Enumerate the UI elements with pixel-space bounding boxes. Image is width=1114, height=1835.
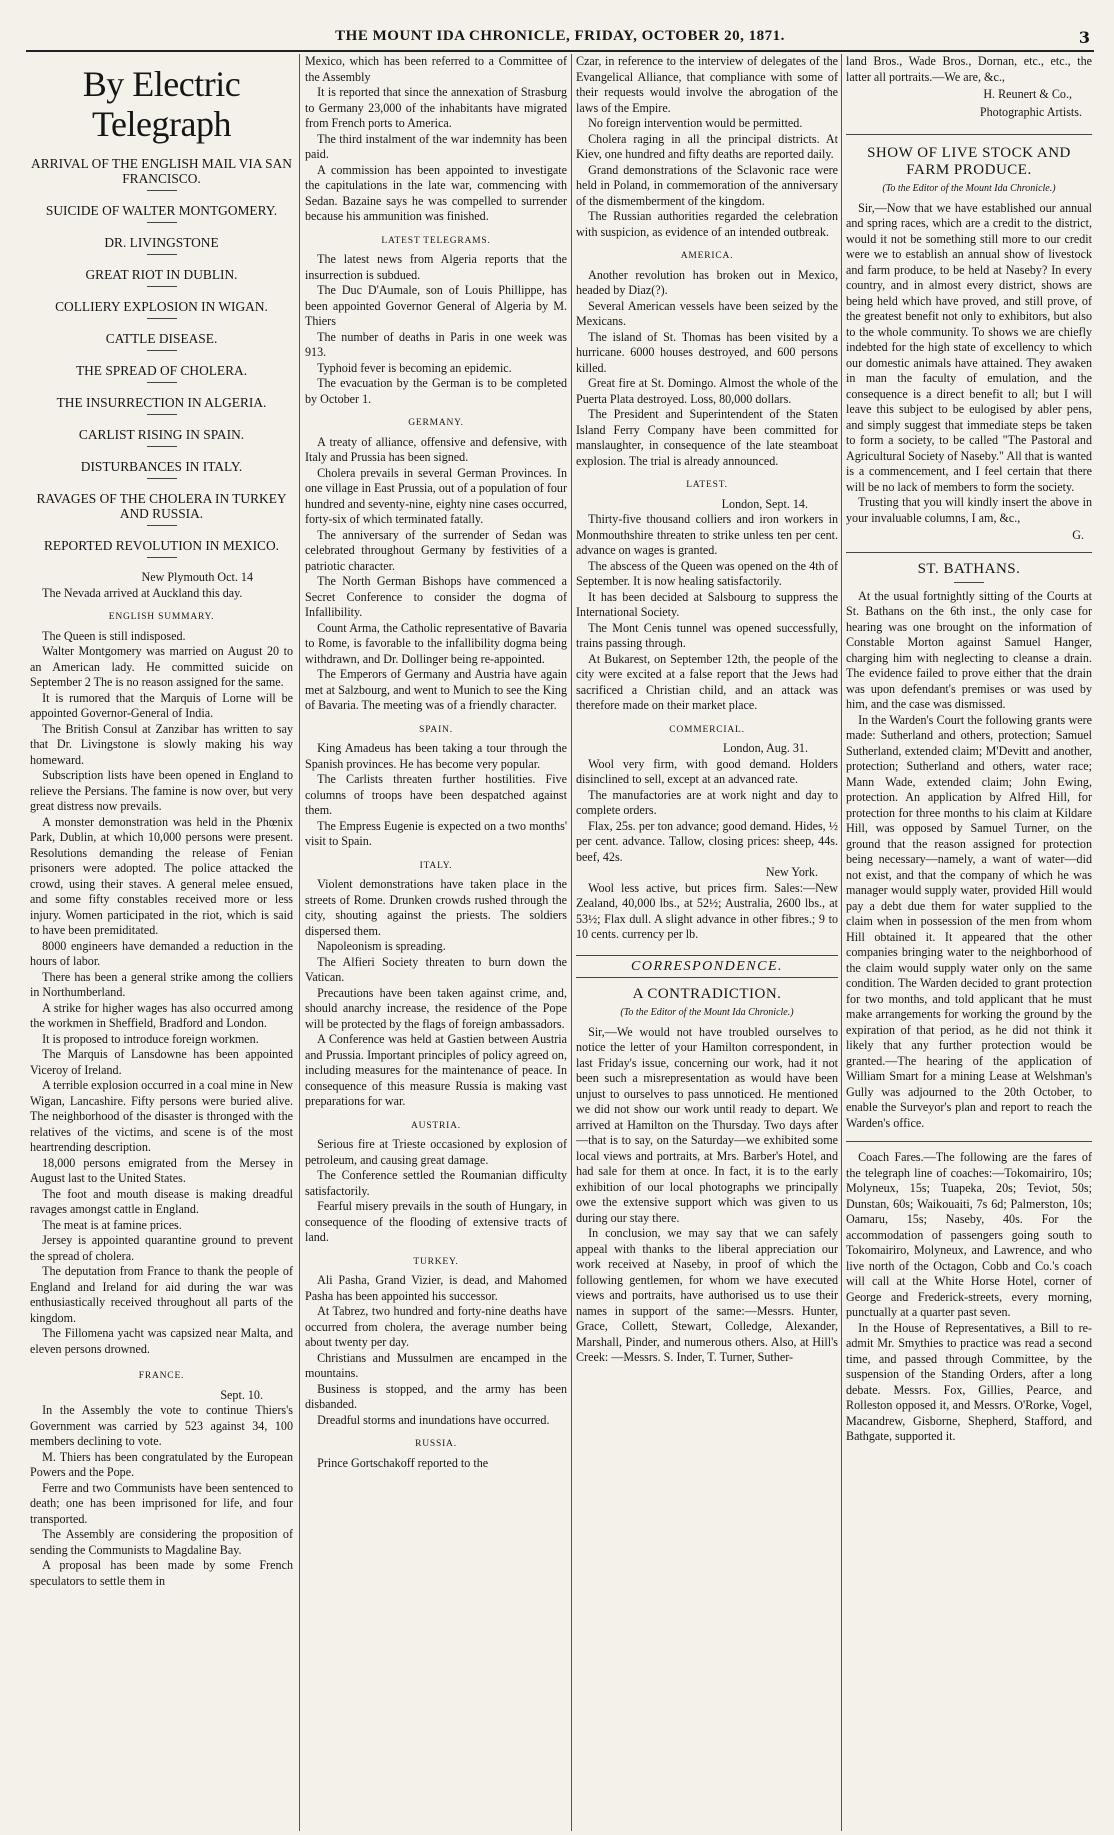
dateline: Sept. 10.: [220, 1387, 263, 1402]
paragraph: Flax, 25s. per ton advance; good demand. Hides, ½ per cent. advance. Tallow, closing prices: sheep, 44s. beef, 42s.: [576, 818, 838, 864]
headline: SUICIDE OF WALTER MONTGOMERY.: [45, 203, 278, 218]
paragraph: The Assembly are considering the proposition of sending the Communists to Magdaline Bay.: [30, 1527, 293, 1557]
paragraph: Wool less active, but prices firm. Sales:—New Zealand, 40,000 lbs., at 52½; Australia, 2600 lbs., at 53½; Flax dull. A slight advance in other fibres.; 9 to 10 cents. currency per lb.: [576, 880, 838, 941]
paragraph: The island of St. Thomas has been visited by a hurricane. 6000 houses destroyed, and 600 persons killed.: [576, 329, 838, 375]
section-heading: LATEST.: [686, 480, 728, 490]
masthead: [26, 6, 1094, 52]
article-heading: A CONTRADICTION.: [632, 986, 782, 1002]
headline: RAVAGES OF THE CHOLERA IN TURKEY AND RUSSIA.: [36, 491, 287, 521]
paragraph: The Empress Eugenie is expected on a two months' visit to Spain.: [305, 818, 567, 848]
headline: COLLIERY EXPLOSION IN WIGAN.: [55, 299, 268, 314]
paragraph: Serious fire at Trieste occasioned by explosion of petroleum, and causing great damage.: [305, 1137, 567, 1167]
editor-note: (To the Editor of the Mount Ida Chronicle.): [882, 183, 1056, 194]
paragraph: Coach Fares.—The following are the fares of the telegraph line of coaches:—Tokomairiro, 10s; Molyneux, 15s; Tuapeka, 20s; Teviot, 50s; Dunstan, 60s; Waikouaiti, 7s 6d; Palmerston, 10s; Oamaru, 15s; Naseby, 40s. For the accommodation of passengers going south to Tokomairiro, Molyneux, and Lawrence, and who live north of the Octagon, Cobb and Co.'s coach will call at the White Horse Hotel, corner of George and Frederick-streets, every morning, punctually at a quarter past seven.: [846, 1150, 1092, 1319]
paragraph: Napoleonism is spreading.: [317, 939, 446, 953]
paragraph: Sir,—Now that we have established our annual and spring races, which are a credit to the district, would it not be something still more to our credit were we to establish an annual show of livestock and farm produce, to be held at Naseby? In every country, and in almost every district, shows are being held which have proved, and still prove, of the greatest benefit not only to exhibitors, but also to the whole community. To shows we are chiefly indebted for the high state of excellency to which our domestic animals have attained. They awaken in man the faculty of emulation, and the consequence is a direct benefit to all; but I will leave this subject to be eulogised by abler pens, and simply suggest that immediate steps be taken to form a society, to be called "The Pastoral and Agricultural Society of Naseby." All that is wanted is a commencement, and I feel certain that there will be no lack of members to form the society.: [846, 200, 1092, 494]
headline: DR. LIVINGSTONE: [104, 235, 219, 250]
column-4: [846, 54, 1092, 1835]
column-1: [30, 54, 293, 1835]
paragraph: The evacuation by the German is to be completed by October 1.: [305, 376, 567, 406]
paragraph: The North German Bishops have commenced a Secret Conference to consider the dogma of Infallibility.: [305, 574, 567, 619]
paragraph: 18,000 persons emigrated from the Mersey in August last to the United States.: [30, 1155, 293, 1185]
paragraph: The Queen is still indisposed.: [42, 628, 186, 643]
paragraph: Czar, in reference to the interview of delegates of the Evangelical Alliance, that compliance with some of their requests would involve the abrogation of the laws of the Empire.: [576, 54, 838, 115]
paragraph: In conclusion, we may say that we can safely appeal with thanks to the liberal appreciation our work received at Naseby, in proof of which the following gentlemen, for whom we have executed views and portraits, have authorised us to use their names in support of the same:—Messrs. Hunter, Grace, Collett, Stewart, Colledge, Alexander, Marshall, Pinder, and numerous others. Also, at Hill's Creek: —Messrs. S. Inder, T. Turner, Suther-: [576, 1226, 838, 1364]
paragraph: Sir,—We would not have troubled ourselves to notice the letter of your Hamilton correspondent, in last Friday's issue, concerning our work, had it not been such a misrepresentation as would have been unjust to ourselves to pass unnoticed. He mentioned we did not show our work until ready to depart. We arrived at Hamilton on the Thursday. Two days after—that is to say, on the Saturday—we exhibited some local views and portraits, at Mrs. Barber's Hotel, and had sale for them at once. In fact, it is to the early exhibition of our local photographs we principally owe the extensive support which was given to us during our stay there.: [576, 1024, 838, 1225]
paragraph: At Bukarest, on September 12th, the people of the city were excited at a false report that the Jews had sacrificed a Christian child, and an attack was therefore made on their market place.: [576, 651, 838, 712]
section-heading: TURKEY.: [413, 1256, 459, 1267]
article-heading: SHOW OF LIVE STOCK AND FARM PRODUCE.: [846, 134, 1092, 179]
paragraph: The Conference settled the Roumanian difficulty satisfactorily.: [305, 1168, 567, 1198]
signature: H. Reunert & Co.,: [983, 87, 1072, 101]
paragraph: A terrible explosion occurred in a coal mine in New Wigan, Lancashire. Fifty persons were buried alive. The neighborhood of the disaster is thronged with the relatives of the victims, and scene is of the most heartrending description.: [30, 1078, 293, 1154]
section-heading: COMMERCIAL.: [669, 724, 745, 735]
headline: ARRIVAL OF THE ENGLISH MAIL VIA SAN FRANCISCO.: [31, 156, 292, 186]
paragraph: Jersey is appointed quarantine ground to prevent the spread of cholera.: [30, 1233, 293, 1263]
paragraph: The Fillomena yacht was capsized near Malta, and eleven persons drowned.: [30, 1326, 293, 1356]
article-heading: ST. BATHANS.: [846, 552, 1092, 578]
paragraph: The foot and mouth disease is making dreadful ravages amongst cattle in England.: [30, 1186, 293, 1216]
column-2: [305, 54, 567, 1835]
paragraph: In the Warden's Court the following grants were made: Sutherland and others, protection; Samuel Sutherland, extended claim; M'Devitt and another, protection; Sutherland and others, water race; Mann Wade, extended claim; John Ewing, protection. An application by Alfred Hill, for protection for three months to his claim at Kildare Hill, was opposed by Samuel Turner, on the ground that the reason assigned for protection being necessary—namely, a want of water—did not exist, and that the company of which he was manager would supply water, provided Hill would pay a debt due them for water supplied to the claim when in possession of the men from whom Hill obtained it. It appeared that the other companies bringing water to the neighborhood of the claim would supply water only on the same condition. The Warden decided to grant protection for two months, and told applicant that he must make arrangements for working the ground by the expiration of that period, as he did not think it likely that any further protection would be granted.—The hearing of the application of William Smart for a mining Lease at Welshman's Gully was adjourned to the 20th October, to enable the Surveyor's plan and report to reach the Warden's office.: [846, 712, 1092, 1130]
paragraph: The Nevada arrived at Auckland this day.: [42, 585, 243, 600]
paragraph: A monster demonstration was held in the Phœnix Park, Dublin, at which 10,000 persons were present. Resolutions demanding the release of Fenian prisoners were adopted. The police attacked the crowd, using their staves. A general melee ensued, and some fifty constables received more or less injury. Women participated in the riot, which is said to have been premiditated.: [30, 814, 293, 937]
section-title: By Electric Telegraph: [82, 64, 241, 144]
paragraph: The Alfieri Society threaten to burn down the Vatican.: [305, 954, 567, 984]
paragraph: The Russian authorities regarded the celebration with suspicion, as evidence of an intended outbreak.: [576, 209, 838, 239]
paragraph: Cholera raging in all the principal districts. At Kiev, one hundred and fifty deaths are reported daily.: [576, 131, 838, 161]
signature-title: Photographic Artists.: [979, 104, 1082, 119]
section-heading: AMERICA.: [680, 251, 734, 261]
paragraph: It is rumored that the Marquis of Lorne will be appointed Governor-General of India.: [30, 690, 293, 720]
paragraph: Another revolution has broken out in Mexico, headed by Diaz(?).: [576, 267, 838, 297]
paragraph: Fearful misery prevails in the south of Hungary, in consequence of the flooding of extensive tracts of land.: [305, 1199, 567, 1244]
paragraph: Thirty-five thousand colliers and iron workers in Monmouthshire threaten to strike unless ten per cent. advance on wages is granted.: [576, 512, 838, 557]
paragraph: Violent demonstrations have taken place in the streets of Rome. Drunken crowds rushed through the city, shouting against the priests. The soldiers dispersed them.: [305, 877, 567, 938]
signature: G.: [1072, 528, 1084, 542]
headline: REPORTED REVOLUTION IN MEXICO.: [43, 538, 279, 553]
paragraph: There has been a general strike among the colliers in Northumberland.: [30, 969, 293, 999]
dateline: New Plymouth Oct. 14: [141, 570, 253, 584]
section-heading: GERMANY.: [408, 418, 464, 428]
paragraph: The British Consul at Zanzibar has written to say that Dr. Livingstone is slowly making his way homeward.: [30, 721, 293, 767]
paragraph: Ferre and two Communists have been sentenced to death; one has been imprisoned for life, and four transported.: [30, 1480, 293, 1526]
paragraph: The manufactories are at work night and day to complete orders.: [576, 787, 838, 817]
editor-note: (To the Editor of the Mount Ida Chronicle.): [620, 1007, 794, 1018]
paragraph: Precautions have been taken against crime, and, should anarchy increase, the residence of the Pope will be protected by the flags of foreign ambassadors.: [305, 985, 567, 1031]
paragraph: Walter Montgomery was married on August 20 to an American lady. He committed suicide on September 2 The is no reason assigned for the same.: [30, 644, 293, 689]
paragraph: The number of deaths in Paris in one week was 913.: [305, 329, 567, 359]
paragraph: Cholera prevails in several German Provinces. In one village in East Prussia, out of a population of four hundred and seventy-nine, eighty nine cases occurred, forty-six of which terminated fatally.: [305, 465, 567, 526]
paragraph: Trusting that you will kindly insert the above in your invaluable columns, I am, &c.,: [846, 495, 1092, 525]
section-heading: ITALY.: [419, 860, 453, 871]
paragraph: A commission has been appointed to investigate the capitulations in the late war, commencing with Sedan. Bazaine says he was compelled to surrender because his ammunition was finished.: [305, 162, 567, 223]
paragraph: Several American vessels have been seized by the Mexicans.: [576, 298, 838, 328]
paragraph: In the Assembly the vote to continue Thiers's Government was carried by 523 against 34, 100 members declining to vote.: [30, 1403, 293, 1448]
paragraph: The anniversary of the surrender of Sedan was celebrated throughout Germany by festivities of a patriotic character.: [305, 527, 567, 573]
paragraph: Count Arma, the Catholic representative of Bavaria to Rome, is favorable to the infallibility dogma being withdrawn, and Dr. Dollinger being re-appointed.: [305, 620, 567, 666]
headline: DISTURBANCES IN ITALY.: [80, 459, 243, 474]
paragraph: At Tabrez, two hundred and forty-nine deaths have occurred from cholera, the average number being about twenty per day.: [305, 1304, 567, 1349]
headline: THE INSURRECTION IN ALGERIA.: [56, 395, 267, 410]
paragraph: A strike for higher wages has also occurred among the workmen in Sheffield, Bradford and London.: [30, 1000, 293, 1030]
paragraph: A Conference was held at Gastien between Austria and Prussia. Important principles of policy agreed on, including measures for the maintenance of peace. In consequence of this measure Russia is making vast preparations for war.: [305, 1032, 567, 1108]
column-rule: [571, 54, 572, 1831]
paragraph: The Duc D'Aumale, son of Louis Phillippe, has been appointed Governor General of Algeria by M. Thiers: [305, 283, 567, 328]
paragraph: The third instalment of the war indemnity has been paid.: [305, 131, 567, 161]
paragraph: 8000 engineers have demanded a reduction in the hours of labor.: [30, 938, 293, 968]
dateline: New York.: [765, 865, 818, 879]
headline: THE SPREAD OF CHOLERA.: [75, 363, 248, 378]
paragraph: In the House of Representatives, a Bill to re-admit Mr. Smythies to practice was read a second time, and passed through Committee, by the suspension of the Standing Orders, after a long debate. Messrs. Fox, Gillies, Pearce, and Rolleston opposed it, and Messrs. O'Rorke, Vogel, Macandrew, Gisborne, Shepherd, Stafford, and Bathgate, supported it.: [846, 1320, 1092, 1443]
paragraph: No foreign intervention would be permitted.: [588, 116, 803, 130]
paragraph: The President and Superintendent of the Staten Island Ferry Company have been committed for manslaughter, in consequence of the late steamboat explosion. The trial is already announced.: [576, 407, 838, 468]
paragraph: M. Thiers has been congratulated by the European Powers and the Pope.: [30, 1449, 293, 1479]
paragraph: Ali Pasha, Grand Vizier, is dead, and Mahomed Pasha has been appointed his successor.: [305, 1273, 567, 1303]
paragraph: Great fire at St. Domingo. Almost the whole of the Puerta Plata destroyed. Loss, 80,000 dollars.: [576, 376, 838, 406]
paragraph: It is proposed to introduce foreign workmen.: [42, 1031, 259, 1046]
paragraph: A treaty of alliance, offensive and defensive, with Italy and Prussia has been signed.: [305, 434, 567, 464]
paragraph: The deputation from France to thank the people of England and Ireland for aid during the war was enthusiastically received throughout all parts of the kingdom.: [30, 1264, 293, 1325]
paragraph: Prince Gortschakoff reported to the: [317, 1455, 489, 1470]
paragraph: It has been decided at Salsbourg to suppress the International Society.: [576, 589, 838, 619]
section-title: CORRESPONDENCE.: [576, 955, 838, 979]
dateline: London, Aug. 31.: [723, 741, 808, 755]
paragraph: The Mont Cenis tunnel was opened successfully, trains passing through.: [576, 620, 838, 650]
masthead-title: THE MOUNT IDA CHRONICLE, FRIDAY, OCTOBER 20, 1871.: [335, 28, 785, 44]
dateline: London, Sept. 14.: [721, 496, 808, 511]
paragraph: Wool very firm, with good demand. Holders disinclined to sell, except at an advanced rate.: [576, 756, 838, 786]
section-heading: LATEST TELEGRAMS.: [381, 235, 491, 246]
paragraph: Grand demonstrations of the Sclavonic race were held in Poland, in commemoration of the anniversary of the dismemberment of the kingdom.: [576, 162, 838, 208]
paragraph: land Bros., Wade Bros., Dornan, etc., etc., the latter all portraits.—We are, &c.,: [846, 54, 1092, 84]
paragraph: Dreadful storms and inundations have occurred.: [317, 1412, 550, 1427]
headline: CATTLE DISEASE.: [105, 331, 218, 346]
column-rule: [299, 54, 300, 1831]
column-rule: [841, 54, 842, 1831]
paragraph: The abscess of the Queen was opened on the 4th of September. It is now healing satisfactorily.: [576, 558, 838, 588]
column-3: [576, 54, 838, 1835]
paragraph: A proposal has been made by some French speculators to settle them in: [30, 1558, 293, 1588]
paragraph: Christians and Mussulmen are encamped in the mountains.: [305, 1350, 567, 1380]
headline: CARLIST RISING IN SPAIN.: [78, 427, 245, 442]
paragraph: The Emperors of Germany and Austria have again met at Salzbourg, and went to Munich to see the King of Bavaria. The meeting was of a friendly character.: [305, 667, 567, 712]
paragraph: Business is stopped, and the army has been disbanded.: [305, 1381, 567, 1411]
page-number: 3: [1078, 28, 1090, 47]
paragraph: At the usual fortnightly sitting of the Courts at St. Bathans on the 6th inst., the only case for hearing was one brought on the information of Constable Morton against Samuel Hanger, charging him with neglecting to cleanse a drain. The evidence failed to prove either that the drain was upon defendant's premises or was used by him, and the case was dismissed.: [846, 588, 1092, 711]
headline: GREAT RIOT IN DUBLIN.: [85, 267, 238, 282]
paragraph: The Marquis of Lansdowne has been appointed Viceroy of Ireland.: [30, 1047, 293, 1077]
section-heading: FRANCE.: [138, 1371, 185, 1381]
paragraph: The Carlists threaten further hostilities. Five columns of troops have been despatched against them.: [305, 772, 567, 817]
paragraph: Mexico, which has been referred to a Committee of the Assembly: [305, 54, 567, 84]
section-heading: RUSSIA.: [415, 1439, 457, 1449]
paragraph: The meat is at famine prices.: [42, 1217, 182, 1232]
section-heading: SPAIN.: [419, 724, 453, 735]
paragraph: Typhoid fever is becoming an epidemic.: [317, 360, 512, 375]
paragraph: The latest news from Algeria reports that the insurrection is subdued.: [305, 252, 567, 282]
paragraph: King Amadeus has been taking a tour through the Spanish provinces. He has become very popular.: [305, 741, 567, 771]
paragraph: It is reported that since the annexation of Strasburg to Germany 23,000 of the inhabitants have migrated from French ports to America.: [305, 85, 567, 130]
paragraph: Subscription lists have been opened in England to relieve the Persians. The famine is now over, but very great distress now prevails.: [30, 768, 293, 813]
section-heading: AUSTRIA.: [411, 1120, 461, 1131]
section-heading: ENGLISH SUMMARY.: [108, 612, 215, 622]
